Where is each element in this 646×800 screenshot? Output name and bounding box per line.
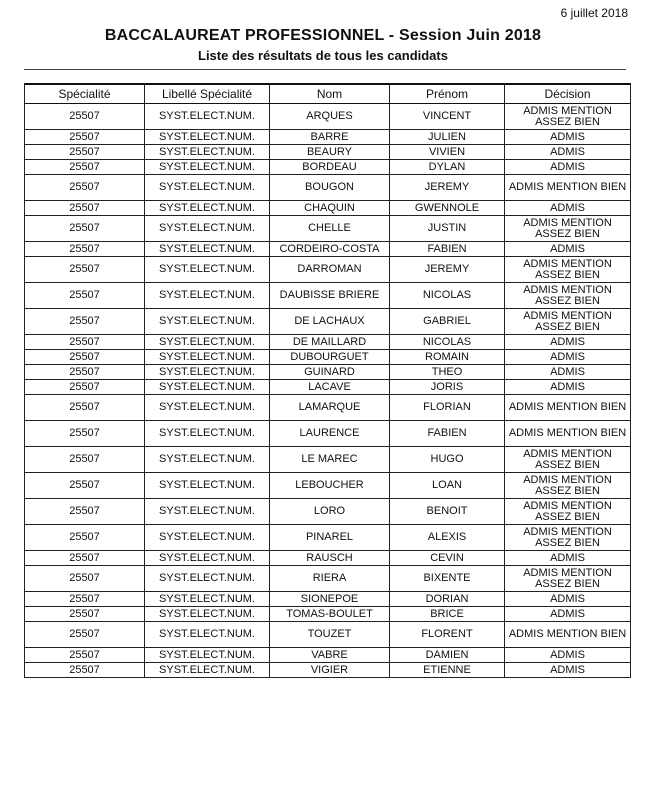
cell-prenom: JULIEN bbox=[390, 130, 505, 145]
column-header-nom: Nom bbox=[270, 84, 390, 104]
cell-decision: ADMIS MENTION ASSEZ BIEN bbox=[505, 566, 631, 592]
header-divider bbox=[24, 69, 626, 70]
cell-decision: ADMIS bbox=[505, 648, 631, 663]
cell-libelle: SYST.ELECT.NUM. bbox=[145, 175, 270, 201]
table-row bbox=[25, 365, 631, 380]
cell-libelle: SYST.ELECT.NUM. bbox=[145, 663, 270, 678]
cell-nom: TOUZET bbox=[270, 622, 390, 648]
column-header-prenom: Prénom bbox=[390, 84, 505, 104]
cell-decision: ADMIS bbox=[505, 160, 631, 175]
cell-prenom: ROMAIN bbox=[390, 350, 505, 365]
cell-specialite: 25507 bbox=[25, 130, 145, 145]
cell-nom: DARROMAN bbox=[270, 257, 390, 283]
cell-decision: ADMIS MENTION ASSEZ BIEN bbox=[505, 216, 631, 242]
cell-libelle: SYST.ELECT.NUM. bbox=[145, 350, 270, 365]
cell-libelle: SYST.ELECT.NUM. bbox=[145, 473, 270, 499]
cell-specialite: 25507 bbox=[25, 160, 145, 175]
cell-libelle: SYST.ELECT.NUM. bbox=[145, 648, 270, 663]
table-row bbox=[25, 216, 631, 242]
cell-prenom: JORIS bbox=[390, 380, 505, 395]
cell-libelle: SYST.ELECT.NUM. bbox=[145, 257, 270, 283]
cell-libelle: SYST.ELECT.NUM. bbox=[145, 365, 270, 380]
cell-decision: ADMIS MENTION BIEN bbox=[505, 622, 631, 648]
cell-decision: ADMIS bbox=[505, 592, 631, 607]
table-row bbox=[25, 175, 631, 201]
cell-nom: LORO bbox=[270, 499, 390, 525]
cell-prenom: VINCENT bbox=[390, 104, 505, 130]
document-title: BACCALAUREAT PROFESSIONNEL - Session Juin 2018 bbox=[104, 27, 542, 44]
cell-specialite: 25507 bbox=[25, 592, 145, 607]
cell-decision: ADMIS bbox=[505, 201, 631, 216]
cell-decision: ADMIS bbox=[505, 145, 631, 160]
cell-prenom: JEREMY bbox=[390, 257, 505, 283]
column-header-specialite: Spécialité bbox=[25, 84, 145, 104]
cell-libelle: SYST.ELECT.NUM. bbox=[145, 242, 270, 257]
cell-prenom: JEREMY bbox=[390, 175, 505, 201]
cell-prenom: BRICE bbox=[390, 607, 505, 622]
cell-prenom: DORIAN bbox=[390, 592, 505, 607]
cell-nom: BEAURY bbox=[270, 145, 390, 160]
table-row bbox=[25, 566, 631, 592]
cell-specialite: 25507 bbox=[25, 421, 145, 447]
column-header-libelle: Libellé Spécialité bbox=[145, 84, 270, 104]
table-row bbox=[25, 499, 631, 525]
cell-decision: ADMIS bbox=[505, 663, 631, 678]
table-body bbox=[25, 104, 631, 678]
cell-decision: ADMIS bbox=[505, 551, 631, 566]
cell-libelle: SYST.ELECT.NUM. bbox=[145, 525, 270, 551]
table-row bbox=[25, 607, 631, 622]
cell-prenom: THEO bbox=[390, 365, 505, 380]
cell-nom: SIONEPOE bbox=[270, 592, 390, 607]
cell-prenom: ETIENNE bbox=[390, 663, 505, 678]
document-subtitle: Liste des résultats de tous les candidats bbox=[198, 48, 448, 63]
cell-decision: ADMIS bbox=[505, 335, 631, 350]
table-row bbox=[25, 283, 631, 309]
cell-prenom: FABIEN bbox=[390, 421, 505, 447]
cell-nom: GUINARD bbox=[270, 365, 390, 380]
cell-decision: ADMIS MENTION ASSEZ BIEN bbox=[505, 525, 631, 551]
cell-specialite: 25507 bbox=[25, 622, 145, 648]
table-row bbox=[25, 473, 631, 499]
cell-libelle: SYST.ELECT.NUM. bbox=[145, 447, 270, 473]
cell-decision: ADMIS MENTION BIEN bbox=[505, 175, 631, 201]
cell-specialite: 25507 bbox=[25, 663, 145, 678]
cell-libelle: SYST.ELECT.NUM. bbox=[145, 283, 270, 309]
cell-nom: LE MAREC bbox=[270, 447, 390, 473]
cell-prenom: DAMIEN bbox=[390, 648, 505, 663]
cell-decision: ADMIS bbox=[505, 242, 631, 257]
cell-libelle: SYST.ELECT.NUM. bbox=[145, 395, 270, 421]
cell-libelle: SYST.ELECT.NUM. bbox=[145, 309, 270, 335]
cell-specialite: 25507 bbox=[25, 499, 145, 525]
cell-specialite: 25507 bbox=[25, 175, 145, 201]
table-header-row bbox=[25, 84, 631, 104]
cell-libelle: SYST.ELECT.NUM. bbox=[145, 216, 270, 242]
cell-prenom: VIVIEN bbox=[390, 145, 505, 160]
cell-decision: ADMIS MENTION ASSEZ BIEN bbox=[505, 499, 631, 525]
cell-nom: TOMAS-BOULET bbox=[270, 607, 390, 622]
cell-prenom: JUSTIN bbox=[390, 216, 505, 242]
table-row bbox=[25, 104, 631, 130]
cell-decision: ADMIS bbox=[505, 365, 631, 380]
cell-libelle: SYST.ELECT.NUM. bbox=[145, 201, 270, 216]
cell-decision: ADMIS MENTION ASSEZ BIEN bbox=[505, 447, 631, 473]
cell-libelle: SYST.ELECT.NUM. bbox=[145, 566, 270, 592]
table-row bbox=[25, 257, 631, 283]
cell-prenom: NICOLAS bbox=[390, 283, 505, 309]
cell-nom: DAUBISSE BRIERE bbox=[270, 283, 390, 309]
table-row bbox=[25, 622, 631, 648]
cell-specialite: 25507 bbox=[25, 473, 145, 499]
cell-specialite: 25507 bbox=[25, 104, 145, 130]
cell-specialite: 25507 bbox=[25, 648, 145, 663]
cell-decision: ADMIS MENTION ASSEZ BIEN bbox=[505, 309, 631, 335]
cell-libelle: SYST.ELECT.NUM. bbox=[145, 592, 270, 607]
cell-libelle: SYST.ELECT.NUM. bbox=[145, 380, 270, 395]
cell-libelle: SYST.ELECT.NUM. bbox=[145, 551, 270, 566]
cell-nom: PINAREL bbox=[270, 525, 390, 551]
cell-nom: LACAVE bbox=[270, 380, 390, 395]
cell-specialite: 25507 bbox=[25, 525, 145, 551]
column-header-decision: Décision bbox=[505, 84, 631, 104]
table-row bbox=[25, 201, 631, 216]
cell-specialite: 25507 bbox=[25, 380, 145, 395]
cell-specialite: 25507 bbox=[25, 335, 145, 350]
cell-nom: ARQUES bbox=[270, 104, 390, 130]
cell-specialite: 25507 bbox=[25, 257, 145, 283]
table-row bbox=[25, 130, 631, 145]
table-row bbox=[25, 309, 631, 335]
table-row bbox=[25, 663, 631, 678]
table-row bbox=[25, 380, 631, 395]
table-row bbox=[25, 421, 631, 447]
results-table bbox=[24, 83, 631, 678]
cell-specialite: 25507 bbox=[25, 201, 145, 216]
table-row bbox=[25, 648, 631, 663]
cell-prenom: LOAN bbox=[390, 473, 505, 499]
cell-specialite: 25507 bbox=[25, 551, 145, 566]
cell-specialite: 25507 bbox=[25, 309, 145, 335]
table-row bbox=[25, 551, 631, 566]
cell-prenom: NICOLAS bbox=[390, 335, 505, 350]
cell-prenom: FLORENT bbox=[390, 622, 505, 648]
cell-libelle: SYST.ELECT.NUM. bbox=[145, 499, 270, 525]
cell-decision: ADMIS bbox=[505, 380, 631, 395]
cell-libelle: SYST.ELECT.NUM. bbox=[145, 160, 270, 175]
cell-nom: VABRE bbox=[270, 648, 390, 663]
table-row bbox=[25, 335, 631, 350]
cell-prenom: DYLAN bbox=[390, 160, 505, 175]
cell-libelle: SYST.ELECT.NUM. bbox=[145, 130, 270, 145]
cell-libelle: SYST.ELECT.NUM. bbox=[145, 421, 270, 447]
cell-nom: CHELLE bbox=[270, 216, 390, 242]
table-row bbox=[25, 395, 631, 421]
cell-nom: VIGIER bbox=[270, 663, 390, 678]
cell-specialite: 25507 bbox=[25, 447, 145, 473]
cell-prenom: FABIEN bbox=[390, 242, 505, 257]
cell-nom: BARRE bbox=[270, 130, 390, 145]
table-row bbox=[25, 525, 631, 551]
cell-libelle: SYST.ELECT.NUM. bbox=[145, 622, 270, 648]
cell-decision: ADMIS bbox=[505, 607, 631, 622]
document-date: 6 juillet 2018 bbox=[560, 6, 628, 20]
cell-specialite: 25507 bbox=[25, 283, 145, 309]
cell-specialite: 25507 bbox=[25, 242, 145, 257]
cell-decision: ADMIS MENTION ASSEZ BIEN bbox=[505, 473, 631, 499]
cell-nom: LEBOUCHER bbox=[270, 473, 390, 499]
cell-libelle: SYST.ELECT.NUM. bbox=[145, 335, 270, 350]
cell-specialite: 25507 bbox=[25, 365, 145, 380]
cell-nom: RAUSCH bbox=[270, 551, 390, 566]
cell-decision: ADMIS MENTION ASSEZ BIEN bbox=[505, 283, 631, 309]
cell-nom: CHAQUIN bbox=[270, 201, 390, 216]
cell-decision: ADMIS MENTION BIEN bbox=[505, 421, 631, 447]
table-row bbox=[25, 350, 631, 365]
cell-nom: RIERA bbox=[270, 566, 390, 592]
cell-prenom: FLORIAN bbox=[390, 395, 505, 421]
cell-nom: CORDEIRO-COSTA bbox=[270, 242, 390, 257]
cell-nom: DE MAILLARD bbox=[270, 335, 390, 350]
table-row bbox=[25, 160, 631, 175]
cell-specialite: 25507 bbox=[25, 145, 145, 160]
cell-specialite: 25507 bbox=[25, 566, 145, 592]
table-row bbox=[25, 242, 631, 257]
cell-prenom: GABRIEL bbox=[390, 309, 505, 335]
cell-prenom: HUGO bbox=[390, 447, 505, 473]
cell-specialite: 25507 bbox=[25, 216, 145, 242]
cell-nom: BORDEAU bbox=[270, 160, 390, 175]
cell-libelle: SYST.ELECT.NUM. bbox=[145, 145, 270, 160]
table-row bbox=[25, 447, 631, 473]
cell-prenom: ALEXIS bbox=[390, 525, 505, 551]
cell-specialite: 25507 bbox=[25, 607, 145, 622]
cell-libelle: SYST.ELECT.NUM. bbox=[145, 607, 270, 622]
cell-nom: DE LACHAUX bbox=[270, 309, 390, 335]
cell-libelle: SYST.ELECT.NUM. bbox=[145, 104, 270, 130]
cell-decision: ADMIS MENTION BIEN bbox=[505, 395, 631, 421]
cell-decision: ADMIS MENTION ASSEZ BIEN bbox=[505, 257, 631, 283]
table-row bbox=[25, 145, 631, 160]
cell-prenom: BENOIT bbox=[390, 499, 505, 525]
cell-prenom: BIXENTE bbox=[390, 566, 505, 592]
cell-prenom: GWENNOLE bbox=[390, 201, 505, 216]
cell-specialite: 25507 bbox=[25, 350, 145, 365]
cell-nom: LAMARQUE bbox=[270, 395, 390, 421]
cell-prenom: CEVIN bbox=[390, 551, 505, 566]
cell-decision: ADMIS MENTION ASSEZ BIEN bbox=[505, 104, 631, 130]
cell-decision: ADMIS bbox=[505, 130, 631, 145]
cell-decision: ADMIS bbox=[505, 350, 631, 365]
cell-nom: DUBOURGUET bbox=[270, 350, 390, 365]
cell-nom: LAURENCE bbox=[270, 421, 390, 447]
cell-nom: BOUGON bbox=[270, 175, 390, 201]
cell-specialite: 25507 bbox=[25, 395, 145, 421]
table-row bbox=[25, 592, 631, 607]
